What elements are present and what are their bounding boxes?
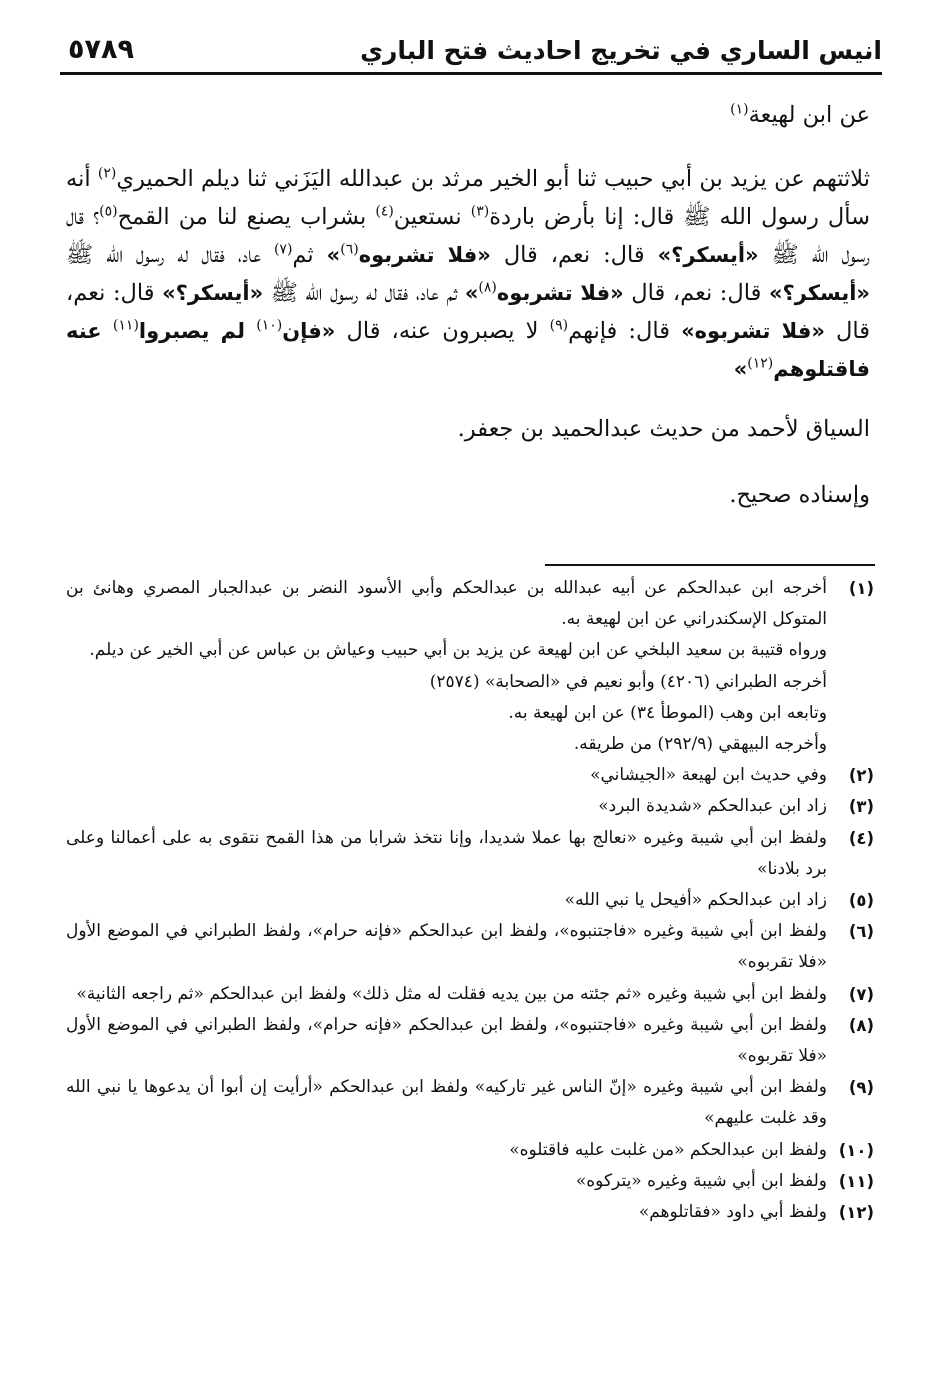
narration-text: نستعين xyxy=(393,204,471,230)
footnote-item xyxy=(66,573,874,760)
footnote-text: ولفظ ابن أبي شيبة وغيره «ثم جئته من بين يديه فقلت له مثل ذلك» ولفظ ابن عبدالحكم «ثم راجعه الثانية» xyxy=(76,983,827,1004)
footnote-ref: (٤) xyxy=(375,203,394,220)
prophetic-speech: «فلا تشربوه xyxy=(358,243,491,267)
footnote-number: (١) xyxy=(848,579,874,598)
intro-paragraph xyxy=(66,96,870,134)
page-header xyxy=(60,28,882,75)
narration-text: قال: فإنهم xyxy=(568,318,682,344)
narration-text: قال: نعم، قال xyxy=(623,280,769,306)
footnote-ref: (١١) xyxy=(112,317,139,334)
footnote-item xyxy=(66,916,874,978)
prophetic-speech: » xyxy=(733,357,748,381)
prophetic-speech: » xyxy=(464,281,479,305)
prophetic-speech: لم يصبروا xyxy=(138,319,257,343)
prophetic-speech: «فإن xyxy=(282,319,336,343)
footnote-ref: (٧) xyxy=(273,241,293,258)
footnote-item xyxy=(66,1197,874,1228)
footnote-item xyxy=(66,1135,874,1166)
narration-text: لا يصبرون عنه، قال xyxy=(335,318,550,344)
narration-text: أنه سأل رسول الله ﷺ قال: إنا بأرض باردة xyxy=(66,166,870,230)
footnote-ref: (٩) xyxy=(549,317,569,334)
footnote-text: وفي حديث ابن لهيعة «الجيشاني» xyxy=(590,765,827,786)
footnote-ref: (١٢) xyxy=(747,355,774,372)
footnote-number: (١٢) xyxy=(838,1203,874,1223)
footnote-item xyxy=(66,979,874,1010)
siyaq-paragraph: السياق لأحمد من حديث عبدالحميد بن جعفر. xyxy=(457,416,870,442)
footnote-number: (٤) xyxy=(848,828,874,848)
footnote-ref: (٨) xyxy=(478,279,497,296)
intro-text: عن ابن لهيعة xyxy=(748,102,870,128)
footnote-number: (٢) xyxy=(848,766,874,786)
footnote-number: (٩) xyxy=(848,1078,874,1098)
footnotes xyxy=(66,573,874,1228)
footnote-text: ولفظ ابن أبي شيبة وغيره «نعالج بها عملا شديدا، وإنا نتخذ شرابا من هذا القمح نتقوى به على أعمالنا وعلى برد بلادنا» xyxy=(66,827,827,879)
footnote-number: (٥) xyxy=(848,891,874,911)
page-number: ٥٧٨٩ xyxy=(68,34,134,65)
prophetic-speech: «فلا تشربوه» xyxy=(681,319,825,343)
footnote-ref: (٢) xyxy=(97,165,117,182)
footnote-text: وتابعه ابن وهب (الموطأ ٣٤) عن ابن لهيعة به. xyxy=(508,702,827,723)
footnote-text: زاد ابن عبدالحكم «أفيحل يا نبي الله» xyxy=(564,890,827,911)
footnote-ref: (١٠) xyxy=(256,317,283,334)
prophetic-speech: «فلا تشربوه xyxy=(496,281,624,305)
prophetic-speech: «أيسكر؟» xyxy=(657,243,759,267)
main-text xyxy=(66,96,870,542)
footnote-number: (٨) xyxy=(848,1015,874,1035)
footnote-text: وأخرجه البيهقي (٢٩٢/٩) من طريقه. xyxy=(573,734,827,755)
footnote-item xyxy=(66,760,874,791)
narration-text: بشراب يصنع لنا من القمح xyxy=(117,204,376,230)
hadith-paragraph xyxy=(66,160,870,388)
footnote-text: ولفظ ابن أبي شيبة وغيره «فاجتنبوه»، ولفظ ابن عبدالحكم «فإنه حرام»، ولفظ الطبراني في الموضع الأول «فلا تقربوه» xyxy=(66,921,827,973)
prophetic-speech: عنه فاقتلوهم xyxy=(66,319,870,381)
footnote-item xyxy=(66,1072,874,1134)
footnote-text: أخرجه ابن عبدالحكم عن أبيه عبدالله بن عبدالحكم وأبي الأسود النضر بن عبدالجبار المصري وهانئ بن المتوكل الإسكندراني عن ابن لهيعة به. xyxy=(66,578,827,630)
footnote-number: (٦) xyxy=(848,922,874,942)
footnote-item xyxy=(66,791,874,822)
footnote-text: ولفظ أبي داود «فقاتلوهم» xyxy=(638,1202,827,1223)
narration-text: ثلاثتهم عن يزيد بن أبي حبيب ثنا أبو الخير مرثد بن عبدالله اليَزَني ثنا ديلم الحميري xyxy=(116,166,870,192)
footnote-text: ورواه قتيبة بن سعيد البلخي عن ابن لهيعة عن يزيد بن أبي حبيب وعياش بن عباس عن أبي الخير عن ديلم. xyxy=(89,640,827,661)
narration-text: عاد، فقال له رسول الله ﷺ xyxy=(66,242,274,268)
footnote-number: (١٠) xyxy=(838,1140,874,1160)
isnad-paragraph: وإسناده صحيح. xyxy=(729,482,870,508)
narration-text: ثم xyxy=(292,242,327,268)
footnote-divider xyxy=(545,564,875,566)
footnote-ref: (١) xyxy=(730,101,749,118)
prophetic-speech: «أيسكر؟» xyxy=(162,281,264,305)
footnote-ref: (٥) xyxy=(99,203,118,220)
footnote-text: ولفظ ابن أبي شيبة وغيره «فاجتنبوه»، ولفظ ابن عبدالحكم «فإنه حرام»، ولفظ الطبراني في الموضع الأول «فلا تقربوه» xyxy=(66,1014,827,1067)
running-title: انيس الساري في تخريج احاديث فتح الباري xyxy=(360,36,882,65)
footnote-item xyxy=(66,885,874,916)
footnote-item xyxy=(66,1166,874,1197)
footnote-text: ولفظ ابن أبي شيبة وغيره «إنّ الناس غير تاركيه» ولفظ ابن عبدالحكم «أرأيت إن أبوا أن يدعوها يا نبي الله وقد غلبت عليهم» xyxy=(66,1077,827,1129)
footnote-ref: (٣) xyxy=(470,203,490,220)
prophetic-speech: «أيسكر؟» xyxy=(768,281,870,305)
footnote-text: أخرجه الطبراني (٤٢٠٦) وأبو نعيم في «الصحابة» (٢٥٧٤) xyxy=(429,671,827,692)
footnote-text: ولفظ ابن أبي شيبة وغيره «يتركوه» xyxy=(575,1170,827,1191)
footnote-number: (١١) xyxy=(838,1171,874,1191)
footnote-item xyxy=(66,1010,874,1072)
prophetic-speech: » xyxy=(326,243,341,267)
narration-text: ؟ قال رسول الله ﷺ xyxy=(66,204,870,268)
footnote-number: (٣) xyxy=(848,797,874,817)
narration-text: قال: نعم، قال xyxy=(66,280,870,344)
footnote-item xyxy=(66,823,874,885)
footnote-number: (٧) xyxy=(848,984,874,1004)
footnote-text: زاد ابن عبدالحكم «شديدة البرد» xyxy=(598,796,827,817)
footnote-ref: (٦) xyxy=(340,241,359,258)
narration-text: ثم عاد، فقال له رسول الله ﷺ xyxy=(263,280,465,306)
narration-text: قال: نعم، قال xyxy=(490,242,658,268)
footnote-text: ولفظ ابن عبدالحكم «من غلبت عليه فاقتلوه» xyxy=(509,1139,827,1160)
